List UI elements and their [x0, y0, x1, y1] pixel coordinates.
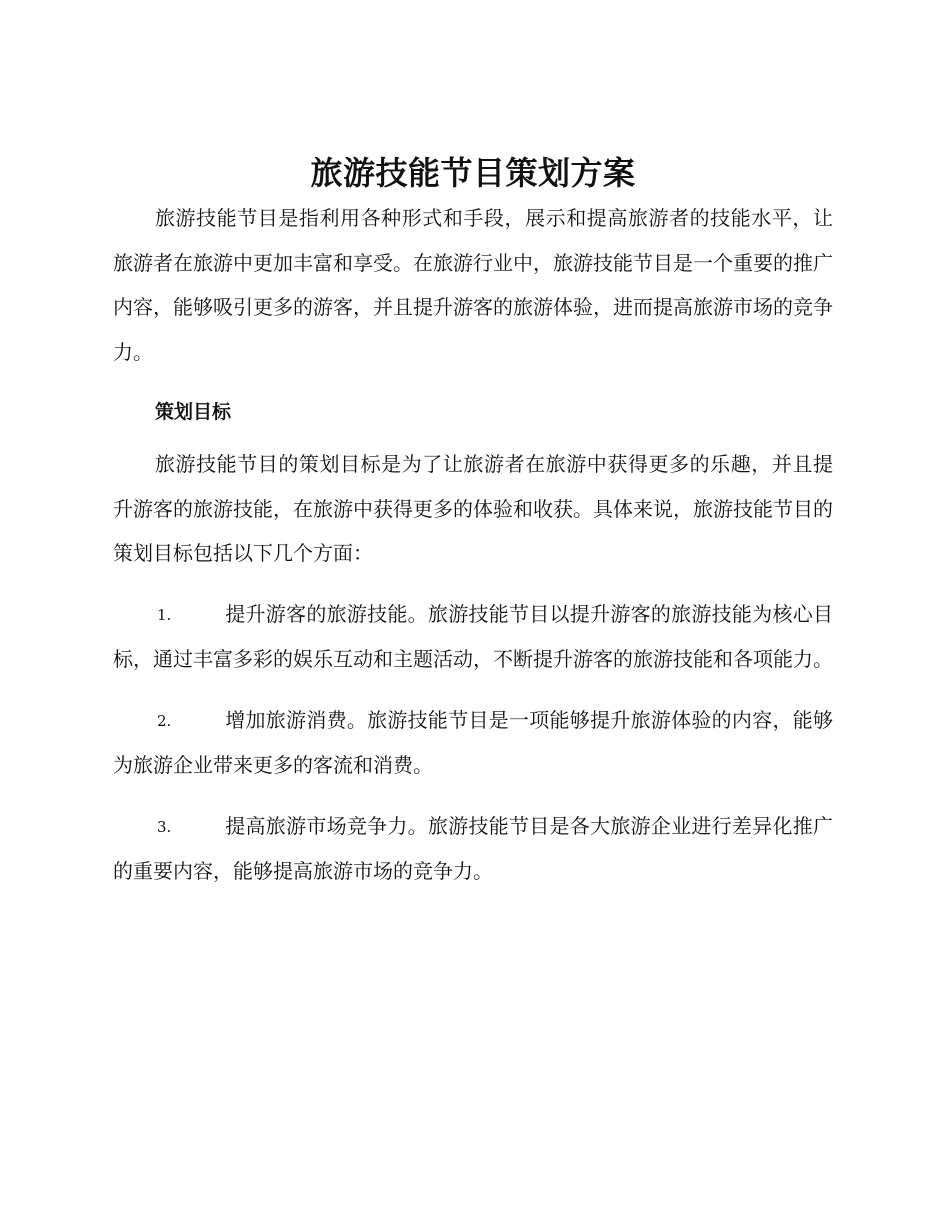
list-item-text: 提高旅游市场竞争力。旅游技能节目是各大旅游企业进行差异化推广的重要内容，能够提高旅游市场的竞争力。: [113, 813, 833, 883]
section-heading: 策划目标: [155, 401, 232, 423]
list-item-text: 增加旅游消费。旅游技能节目是一项能够提升旅游体验的内容，能够为旅游企业带来更多的客流和消费。: [113, 707, 833, 777]
intro-paragraph: 旅游技能节目是指利用各种形式和手段，展示和提高旅游者的技能水平，让旅游者在旅游中更加丰富和享受。在旅游行业中，旅游技能节目是一个重要的推广内容，能够吸引更多的游客，并且提升游客的旅游体验，进而提高旅游市场的竞争力。: [113, 206, 833, 364]
list-item-text: 提升游客的旅游技能。旅游技能节目以提升游客的旅游技能为核心目标，通过丰富多彩的娱乐互动和主题活动，不断提升游客的旅游技能和各项能力。: [113, 601, 833, 671]
spacer: [113, 788, 833, 804]
list-item-number: 3.: [157, 817, 172, 836]
list-item-number: 2.: [157, 711, 172, 730]
spacer: [113, 434, 833, 442]
spacer: [113, 374, 833, 390]
list-item: [113, 698, 833, 788]
list-item-number: 1.: [157, 605, 172, 624]
list-item: [113, 804, 833, 894]
spacer: [113, 576, 833, 592]
spacer: [113, 682, 833, 698]
list-item: [113, 592, 833, 682]
document-title: 旅游技能节目策划方案: [310, 154, 636, 192]
document-content: [113, 150, 833, 894]
section-paragraph: 旅游技能节目的策划目标是为了让旅游者在旅游中获得更多的乐趣，并且提升游客的旅游技能，在旅游中获得更多的体验和收获。具体来说，旅游技能节目的策划目标包括以下几个方面：: [113, 452, 833, 565]
